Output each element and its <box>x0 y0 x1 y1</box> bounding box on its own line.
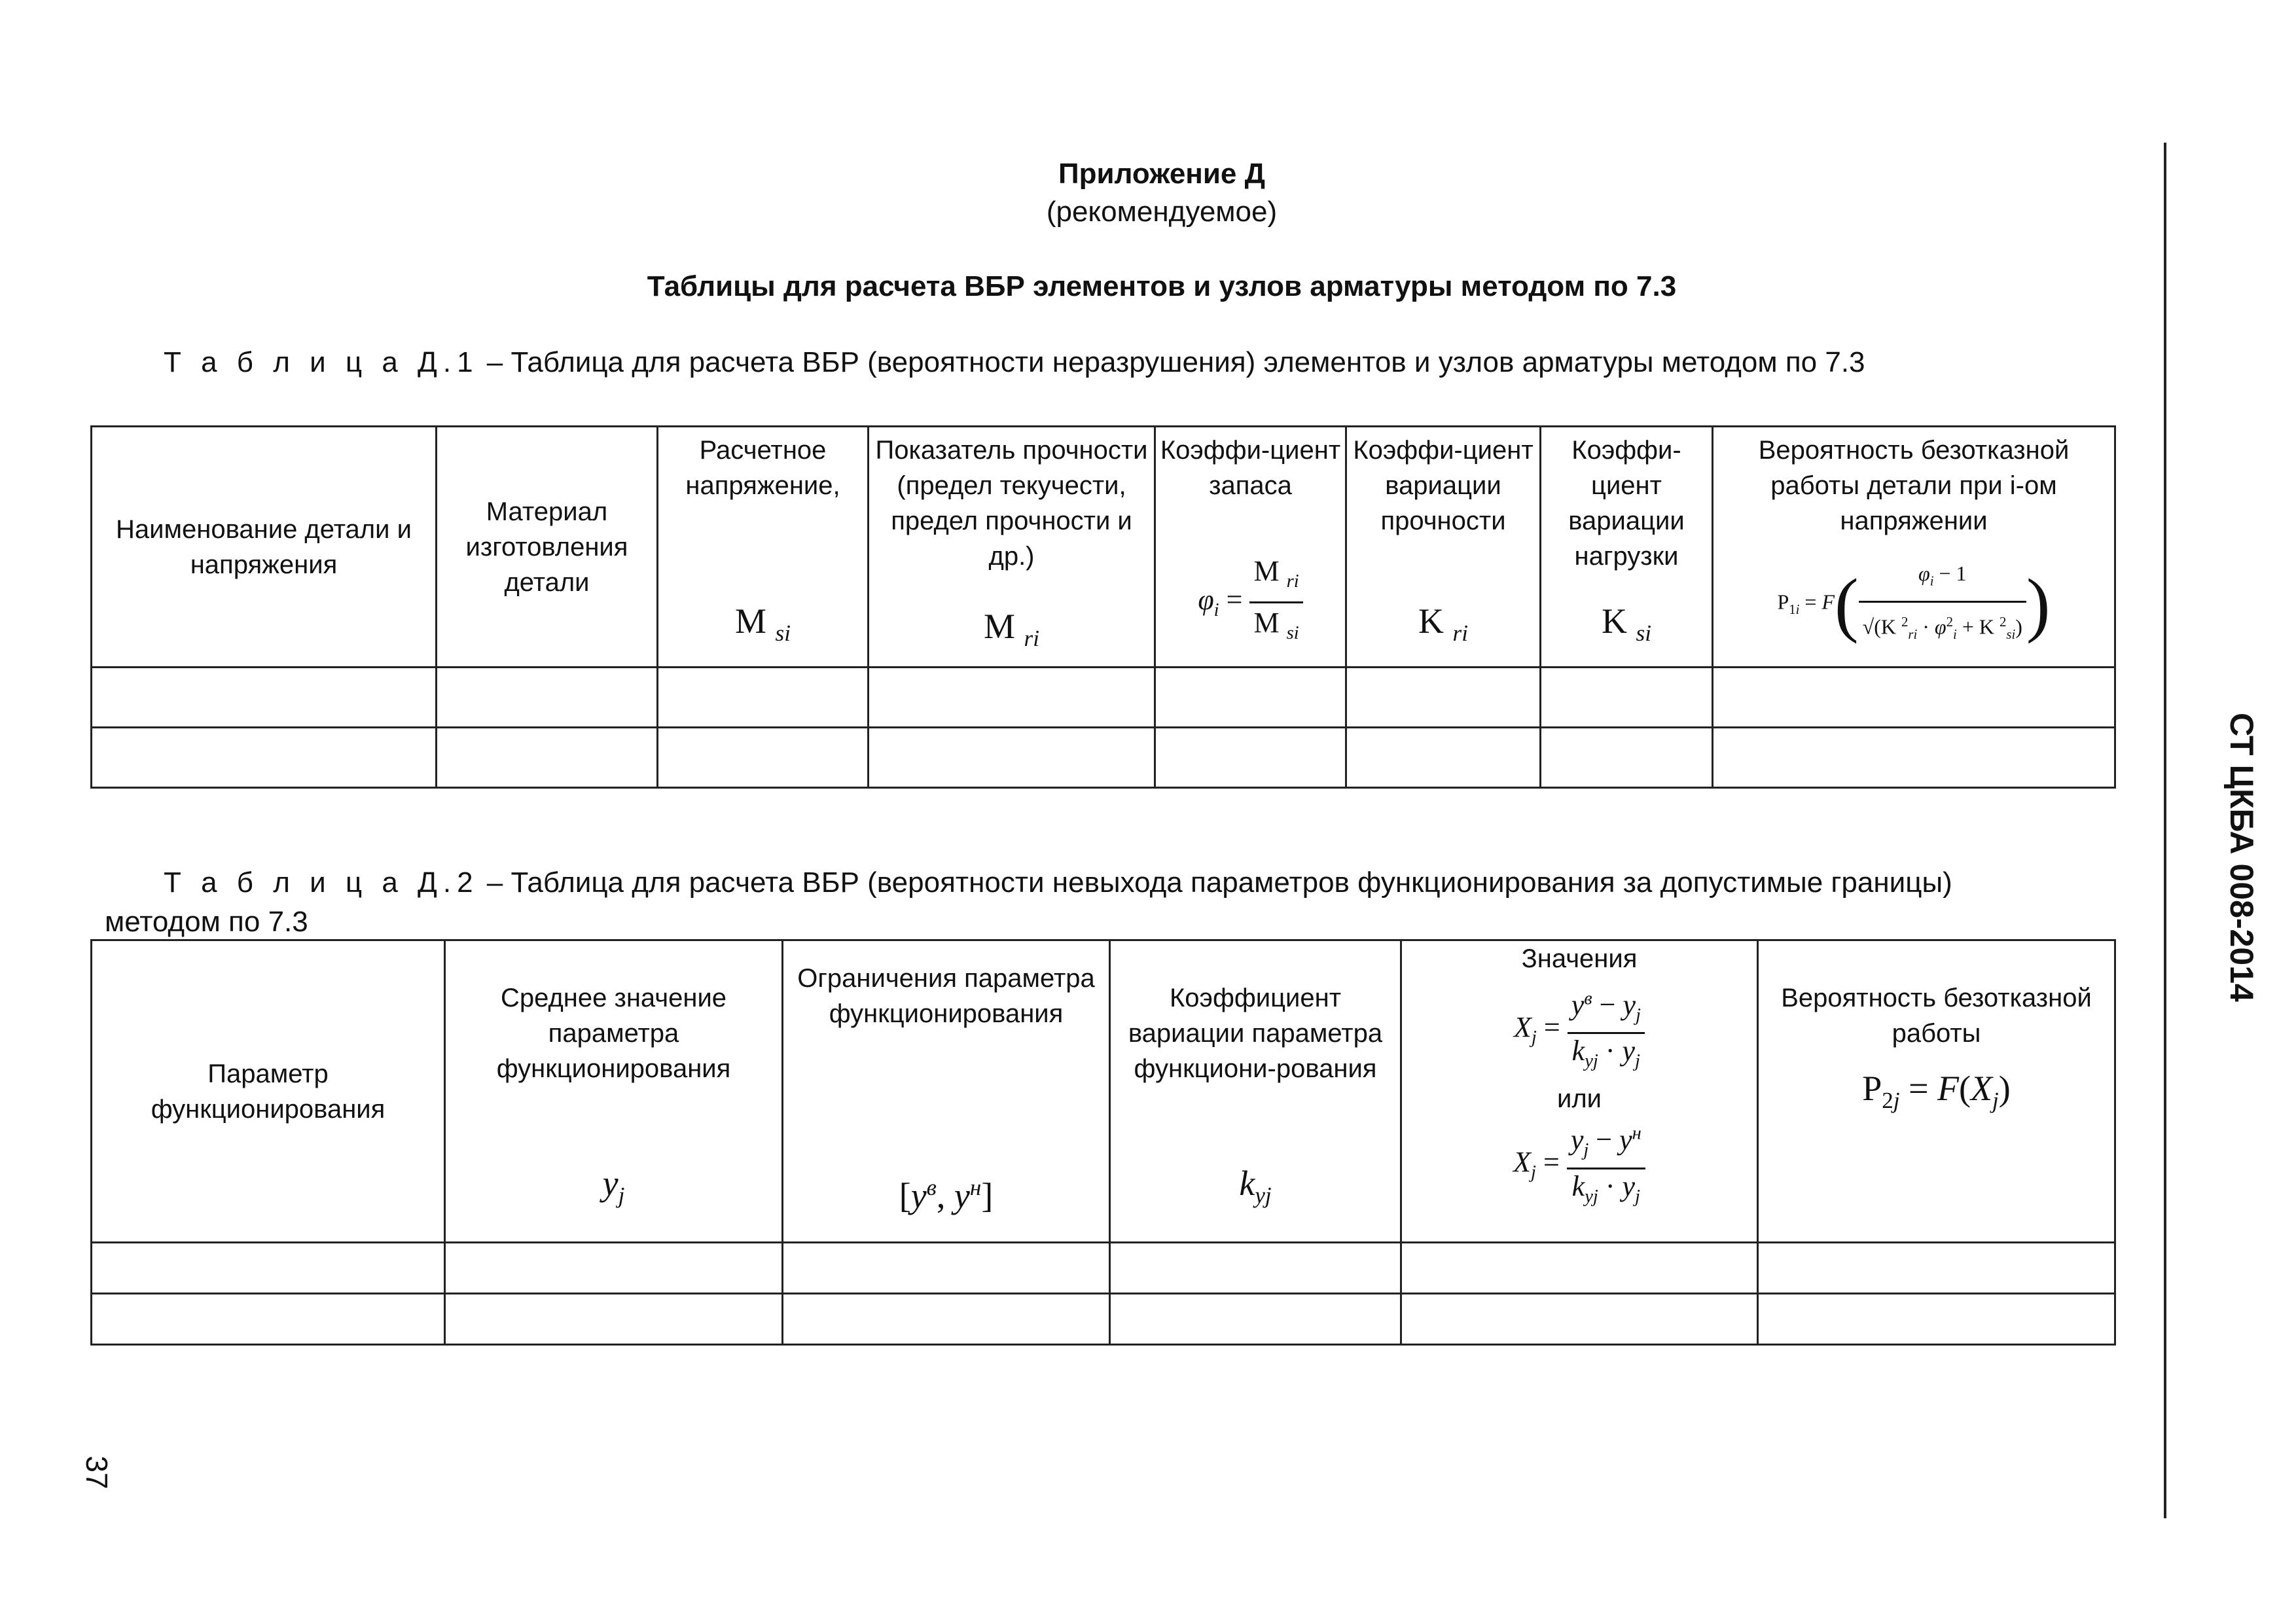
t2-formula-x1: $X_j$ = $\frac{y^в - y_j}{k_{yj} \cdot y_j}$ <box>1402 982 1757 1079</box>
table-row <box>92 1243 2115 1294</box>
t2-sym-kyj: $k_{yj}$ <box>1239 1164 1272 1208</box>
t1-col-probability: Вероятность безотказной работы детали при i-ом напряжении $P_{1i} = F$( $\frac{\varphi_i - 1}{√(K ^2_{ri} \cdot \varphi^2_i + K ^2_{si})}$ ) <box>1713 427 2115 668</box>
table-row <box>92 728 2115 788</box>
t2-col-variation: Коэффициент вариации параметра функциони-рования $k_{yj}$ <box>1110 940 1401 1243</box>
table1-header-row <box>92 427 2115 668</box>
table1-caption-label: Т а б л и ц а Д.1 <box>164 346 479 378</box>
t1-sym-ksi: K $_{si}$ <box>1602 601 1651 646</box>
t2-or-word: или <box>1556 1084 1602 1114</box>
t2-col-limits: Ограничения параметра функционирования [$y^в$, $y^н$] <box>783 940 1110 1243</box>
appendix-heading: Таблицы для расчета ВБР элементов и узлов арматуры методом по 7.3 <box>647 270 1677 302</box>
t2-formula-x2: $X_j$ = $\frac{y_j - y^н}{k_{yj} \cdot y_j}$ <box>1402 1116 1757 1213</box>
appendix-title: Приложение Д <box>1058 158 1265 190</box>
table2-header-row <box>92 940 2115 1243</box>
table2-caption <box>164 864 1952 902</box>
t2-col-param: Параметр функционирования <box>92 940 445 1243</box>
t2-formula-p2j: $P_{2j} = F(X_j)$ <box>1862 1069 2011 1113</box>
t2-sym-yj: $y_j$ <box>602 1164 625 1208</box>
table-row <box>92 668 2115 728</box>
t1-sym-msi: M $_{si}$ <box>735 601 791 646</box>
t2-col-probability: Вероятность безотказной работы $P_{2j} = F(X_j)$ <box>1758 940 2115 1243</box>
t1-sym-mri: M $_{ri}$ <box>984 607 1039 651</box>
t1-formula-p1i: $P_{1i} = F$( $\frac{\varphi_i - 1}{√(K ^2_{ri} \cdot \varphi^2_i + K ^2_{si})}$ ) <box>1713 554 2114 654</box>
t1-formula-phi: $\varphi_i$ = $\frac{M _{ri}}{M _{si}}$ <box>1156 552 1345 653</box>
t1-col-safety: Коэффи-циент запаса $\varphi_i$ = $\frac{M _{ri}}{M _{si}}$ <box>1155 427 1346 668</box>
table1-caption <box>164 344 1865 382</box>
table2-caption-text: – Таблица для расчета ВБР (вероятности невыхода параметров функционирования за допустимые границы) <box>486 866 1952 899</box>
t2-sym-limits: [$y^в$, $y^н$] <box>899 1175 994 1215</box>
t2-col-mean: Среднее значение параметра функционирования $y_j$ <box>445 940 783 1243</box>
margin-divider-line <box>2164 143 2166 1518</box>
appendix-subtitle: (рекомендуемое) <box>1046 196 1278 228</box>
table-d1 <box>90 425 2116 789</box>
table-d2 <box>90 939 2116 1346</box>
t1-col-material: Материал изготовления детали <box>437 427 658 668</box>
table2-caption-label: Т а б л и ц а Д.2 <box>164 866 479 899</box>
t1-col-strength: Показатель прочности (предел текучести, предел прочности и др.) M $_{ri}$ <box>869 427 1155 668</box>
table1-caption-text: – Таблица для расчета ВБР (вероятности неразрушения) элементов и узлов арматуры методом по 7.3 <box>486 346 1865 378</box>
t1-col-name: Наименование детали и напряжения <box>92 427 437 668</box>
t1-sym-kri: K $_{ri}$ <box>1418 601 1468 646</box>
table-row <box>92 1294 2115 1345</box>
t1-col-stress: Расчетное напряжение, M $_{si}$ <box>658 427 869 668</box>
page-number: 37 <box>80 1455 114 1489</box>
t1-col-var-strength: Коэффи-циент вариации прочности K $_{ri}$ <box>1346 427 1541 668</box>
table2-caption-line2: методом по 7.3 <box>105 906 308 938</box>
document-code: СТ ЦКБА 008-2014 <box>2223 713 2260 1002</box>
t2-col-values: Значения $X_j$ = $\frac{y^в - y_j}{k_{yj} \cdot y_j}$ или $X_j$ = $\frac{y_j - y^н}{k_{yj} \cdot y_j}$ <box>1401 940 1758 1243</box>
t1-col-var-load: Коэффи-циент вариации нагрузки K $_{si}$ <box>1541 427 1713 668</box>
